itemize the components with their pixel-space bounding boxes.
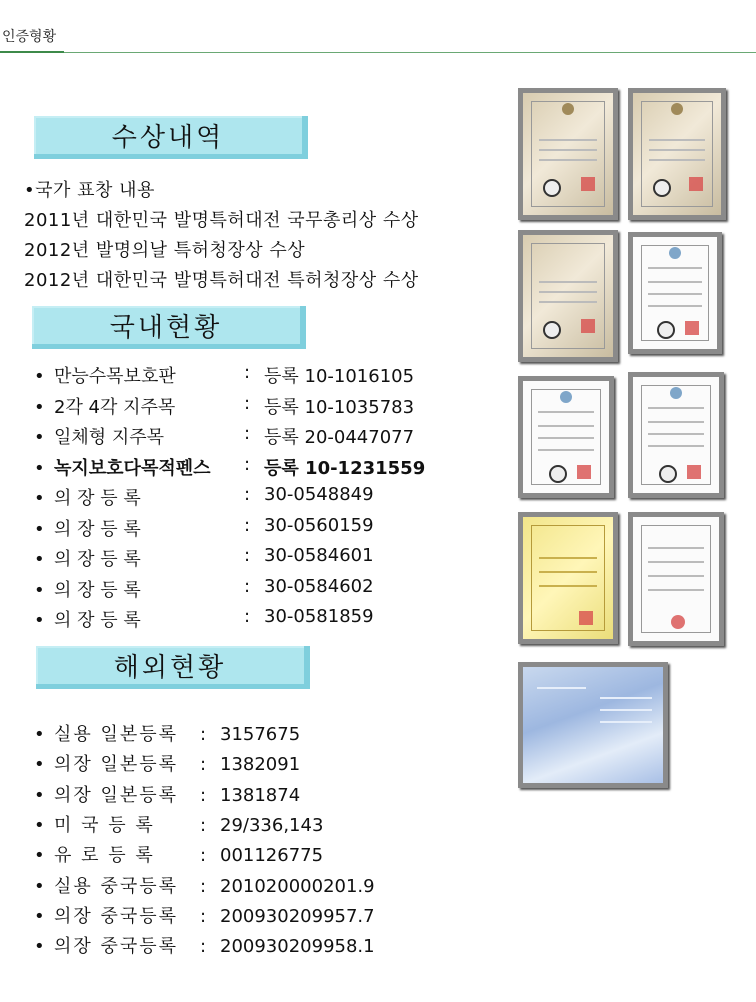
- registration-type: 의 장 등 록: [54, 579, 141, 601]
- certificate-patent-2: [518, 376, 614, 498]
- registration-type: 실용 중국등록: [54, 875, 179, 897]
- registration-number: 등록 10-1035783: [264, 396, 415, 418]
- certificate-eu-design: [518, 662, 668, 788]
- separator: :: [200, 875, 207, 897]
- overseas-row: [34, 841, 323, 867]
- registration-type: 의장 중국등록: [54, 905, 179, 927]
- separator: :: [200, 724, 207, 745]
- domestic-row: [34, 392, 415, 418]
- registration-number: 30-0560159: [264, 514, 374, 536]
- overseas-row: [34, 932, 375, 958]
- award-line: •국가 표창 내용: [24, 180, 155, 201]
- registration-type: 의 장 등 록: [54, 549, 141, 570]
- title-rule: [0, 52, 756, 53]
- bullet: •: [34, 549, 45, 570]
- bullet: •: [34, 754, 45, 776]
- registration-type: 유 로 등 록: [54, 845, 155, 867]
- domestic-row: [34, 423, 415, 448]
- certificate-award-2: [628, 88, 726, 220]
- separator: :: [244, 484, 251, 505]
- bullet: •: [34, 366, 45, 387]
- registration-type: 의장 일본등록: [54, 784, 179, 806]
- separator: :: [200, 905, 207, 927]
- registration-type: 만능수목보호판: [54, 366, 176, 387]
- registration-number: 001126775: [220, 845, 324, 867]
- registration-number: 30-0581859: [264, 606, 374, 627]
- separator: :: [200, 936, 207, 958]
- registration-number: 30-0584601: [264, 545, 374, 566]
- registration-number: 1382091: [220, 754, 301, 776]
- bullet: •: [34, 579, 45, 601]
- registration-number: 200930209957.7: [220, 905, 375, 927]
- domestic-row: [34, 453, 426, 479]
- overseas-row: [34, 902, 375, 928]
- registration-type: 실용 일본등록: [54, 724, 179, 745]
- separator: :: [244, 362, 251, 383]
- registration-type: 녹지보호다목적펜스: [54, 457, 211, 479]
- awards-heading: 수상내역: [34, 116, 308, 159]
- separator: :: [200, 784, 207, 806]
- title-rule-accent: [0, 51, 64, 53]
- registration-number: 등록 10-1231559: [264, 457, 426, 479]
- separator: :: [244, 453, 251, 475]
- domestic-row: [34, 484, 374, 509]
- certificate-award-1: [518, 88, 618, 220]
- separator: :: [244, 606, 251, 627]
- separator: :: [244, 545, 251, 566]
- award-line: 2011년 대한민국 발명특허대전 국무총리상 수상: [24, 210, 419, 231]
- registration-type: 의장 일본등록: [54, 754, 179, 776]
- bullet: •: [34, 724, 45, 745]
- registration-type: 의장 중국등록: [54, 936, 179, 958]
- overseas-row: [34, 781, 300, 807]
- overseas-row: [34, 811, 323, 837]
- registration-number: 201020000201.9: [220, 875, 375, 897]
- certificate-china-patent: [518, 512, 618, 644]
- separator: :: [244, 423, 251, 444]
- bullet: •: [34, 396, 45, 418]
- separator: :: [244, 575, 251, 597]
- bullet: •: [34, 875, 45, 897]
- registration-type: 의 장 등 록: [54, 610, 141, 631]
- separator: :: [244, 514, 251, 536]
- bullet: •: [34, 610, 45, 631]
- registration-type: 미 국 등 록: [54, 814, 155, 836]
- domestic-row: [34, 606, 374, 631]
- bullet: •: [34, 784, 45, 806]
- bullet: •: [34, 936, 45, 958]
- overseas-heading: 해외현황: [36, 646, 310, 689]
- registration-number: 등록 20-0447077: [264, 427, 415, 448]
- certificate-award-3: [518, 230, 618, 362]
- bullet: •: [34, 845, 45, 867]
- separator: :: [200, 814, 207, 836]
- registration-number: 30-0584602: [264, 575, 374, 597]
- page-title: 인증형황: [2, 29, 57, 45]
- bullet: •: [34, 518, 45, 540]
- registration-number: 200930209958.1: [220, 936, 375, 958]
- certificate-design-registration: [628, 512, 724, 646]
- overseas-row: [34, 750, 300, 776]
- bullet: •: [34, 488, 45, 509]
- registration-number: 29/336,143: [220, 814, 324, 836]
- domestic-row: [34, 575, 374, 601]
- bullet: •: [34, 427, 45, 448]
- bullet: •: [34, 814, 45, 836]
- domestic-row: [34, 362, 415, 387]
- separator: :: [200, 845, 207, 867]
- registration-type: 의 장 등 록: [54, 518, 141, 540]
- registration-number: 1381874: [220, 784, 301, 806]
- separator: :: [244, 392, 251, 414]
- registration-number: 3157675: [220, 724, 301, 745]
- registration-number: 등록 10-1016105: [264, 366, 415, 387]
- registration-type: 의 장 등 록: [54, 488, 141, 509]
- award-line: 2012년 발명의날 특허청장상 수상: [24, 240, 306, 261]
- domestic-row: [34, 545, 374, 570]
- registration-number: 30-0548849: [264, 484, 374, 505]
- bullet: •: [34, 457, 45, 479]
- certificate-patent-1: [628, 232, 722, 354]
- domestic-row: [34, 514, 374, 540]
- overseas-row: [34, 872, 375, 898]
- certificate-utility-model: [628, 372, 724, 498]
- separator: :: [200, 754, 207, 776]
- registration-type: 2각 4각 지주목: [54, 396, 176, 418]
- overseas-row: [34, 720, 300, 746]
- bullet: •: [34, 905, 45, 927]
- registration-type: 일체형 지주목: [54, 427, 165, 448]
- domestic-heading: 국내현황: [32, 306, 306, 349]
- award-line: 2012년 대한민국 발명특허대전 특허청장상 수상: [24, 270, 419, 291]
